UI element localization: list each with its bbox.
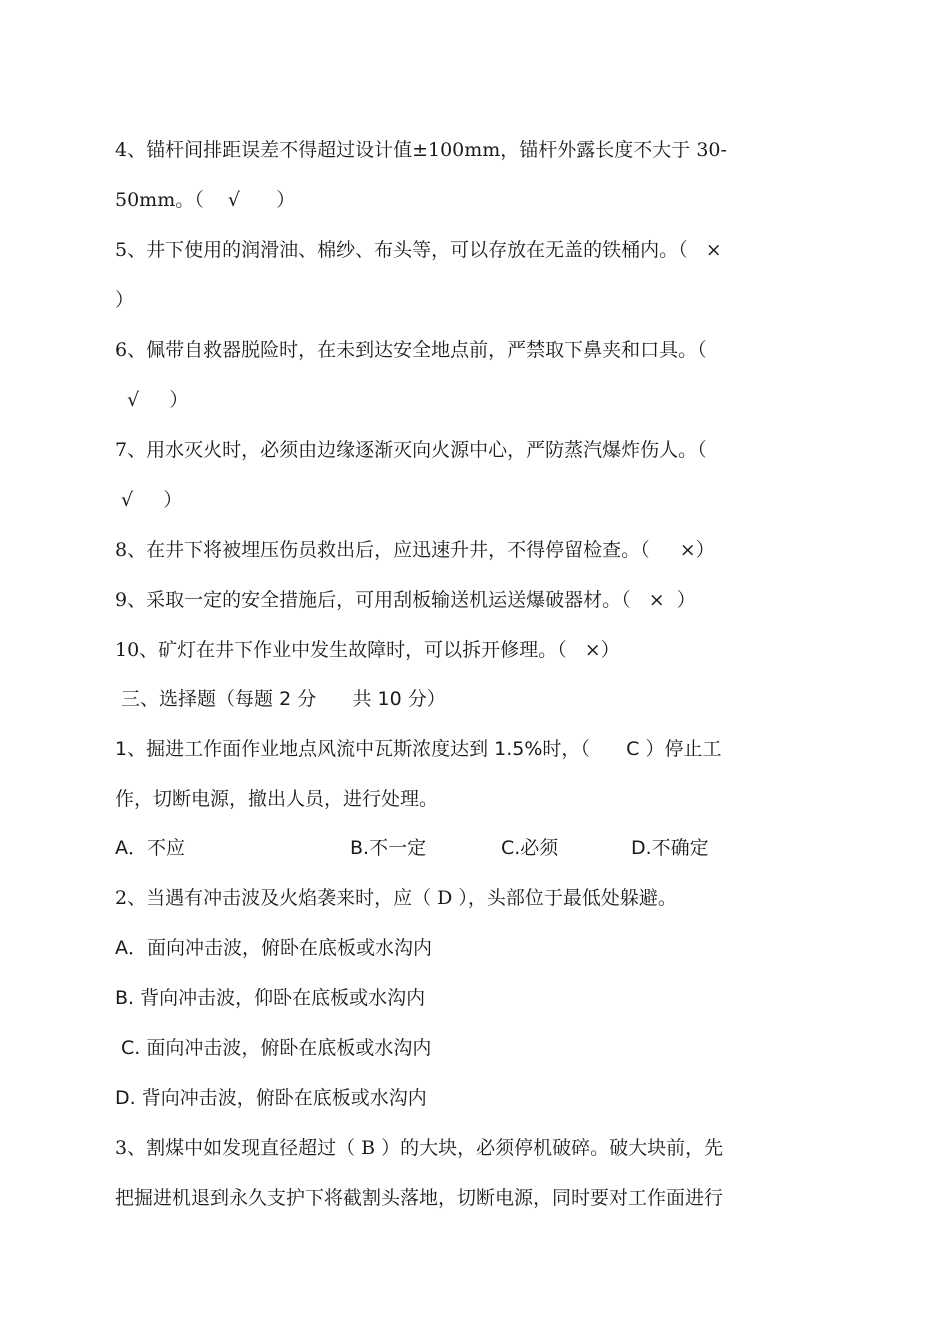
q10-line: 10、矿灯在井下作业中发生故障时，可以拆开修理。（ ×） (115, 639, 620, 661)
choice-q3-line-1: 3、割煤中如发现直径超过（ B ）的大块，必须停机破碎。破大块前，先 (115, 1137, 724, 1159)
choice-q1-option-a: A．不应 (115, 837, 185, 859)
choice-q1-line-2: 作，切断电源，撤出人员，进行处理。 (115, 788, 439, 810)
section-heading-choice: 三、选择题（每题 2 分 共 10 分） (115, 688, 446, 710)
choice-q1-option-c: C.必须 (501, 837, 559, 859)
q8-line: 8、在井下将被埋压伤员救出后，应迅速升井，不得停留检查。（ ×） (115, 539, 715, 561)
choice-q1-option-b: B.不一定 (350, 837, 427, 859)
q6-line-2: √ ） (115, 389, 189, 411)
choice-q3-line-2: 把掘进机退到永久支护下将截割头落地，切断电源，同时要对工作面进行 (115, 1187, 724, 1209)
q7-line-2: √ ） (115, 489, 183, 511)
q9-line: 9、采取一定的安全措施后，可用刮板输送机运送爆破器材。（ × ） (115, 589, 696, 611)
q5-line-2: ） (115, 289, 135, 311)
choice-q2-option-b: B. 背向冲击波，仰卧在底板或水沟内 (115, 987, 426, 1009)
choice-q2-option-a: A．面向冲击波，俯卧在底板或水沟内 (115, 937, 432, 959)
q6-line-1: 6、佩带自救器脱险时，在未到达安全地点前，严禁取下鼻夹和口具。（ (115, 339, 707, 361)
choice-q2-option-d: D. 背向冲击波，俯卧在底板或水沟内 (115, 1087, 427, 1109)
q4-line-1: 4、锚杆间排距误差不得超过设计值±100mm，锚杆外露长度不大于 30- (115, 139, 727, 161)
q5-line-1: 5、井下使用的润滑油、棉纱、布头等，可以存放在无盖的铁桶内。（ × (115, 239, 722, 261)
choice-q1-option-d: D.不确定 (631, 837, 709, 859)
q4-line-2: 50mm。（ √ ） (115, 189, 296, 211)
q7-line-1: 7、用水灭火时，必须由边缘逐渐灭向火源中心，严防蒸汽爆炸伤人。（ (115, 439, 707, 461)
choice-q2-option-c: C. 面向冲击波，俯卧在底板或水沟内 (115, 1037, 432, 1059)
choice-q1-line-1: 1、掘进工作面作业地点风流中瓦斯浓度达到 1.5%时，（ C ）停止工 (115, 738, 722, 760)
choice-q2-line: 2、当遇有冲击波及火焰袭来时，应（ D ），头部位于最低处躲避。 (115, 887, 677, 909)
